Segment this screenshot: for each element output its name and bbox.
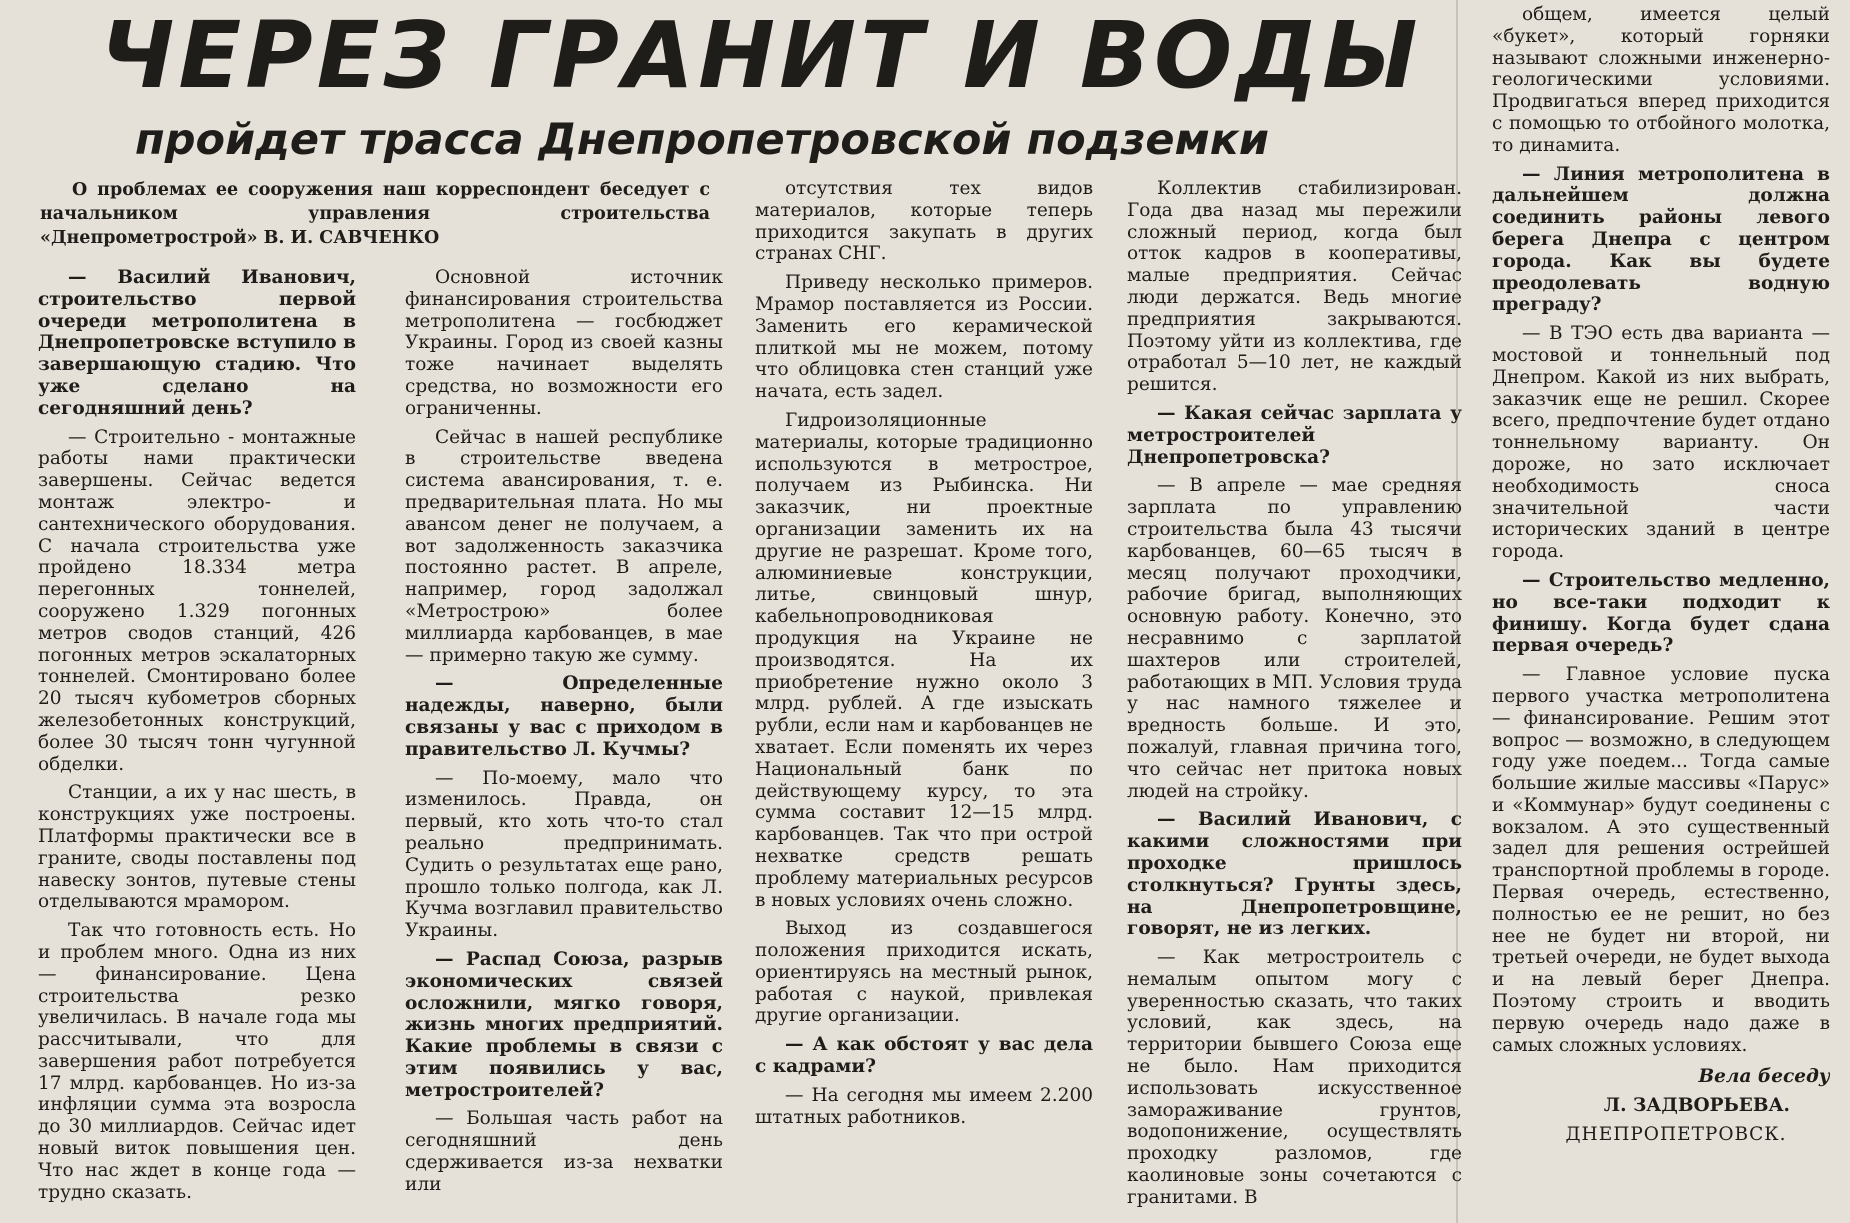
answer-paragraph: Так что готовность есть. Но и проблем много. Одна из них — финансирование. Цена строительства резко увеличилась. В начале года мы рассчитывали, что для завершения работ потребуется 17 млрд. карбованцев. Но из-за инфляции сумма эта возросла до 30 миллиардов. Сейчас идет новый виток повышения цен. Что нас ждет в конце года — трудно сказать.: [38, 920, 356, 1203]
answer-paragraph: — По-моему, мало что изменилось. Правда, он первый, кто хоть что-то стал реально предпринимать. Судить о результатах еще рано, прошло только полгода, как Л. Кучма возглавил правительство Украины.: [405, 767, 723, 942]
column-body: [1492, 4, 1830, 1056]
article-column-5: [1492, 4, 1830, 1211]
subheadline: пройдет трасса Днепропетровской подземки: [135, 115, 1270, 165]
question-paragraph: — Строительство медленно, но все-таки подходит к финишу. Когда будет сдана первая очередь?: [1492, 569, 1830, 657]
question-paragraph: — Василий Иванович, строительство первой очереди метрополитена в Днепропетровске вступило в завершающую стадию. Что уже сделано на сегодняшний день?: [38, 267, 356, 419]
signoff-author: Л. ЗАДВОРЬЕВА.: [1603, 1095, 1790, 1117]
answer-paragraph: Приведу несколько примеров. Мрамор поставляется из России. Заменить его керамической плиткой мы не можем, потому что облицовка стен станций уже начата, есть задел.: [755, 272, 1093, 403]
answer-paragraph: Сейчас в нашей республике в строительстве введена система авансирования, т. е. предварительная плата. Но мы авансом денег не получаем, а вот задолженность заказчика постоянно растет. В апреле, например, город задолжал «Метрострою» более миллиарда карбованцев, в мае — примерно такую же сумму.: [405, 426, 723, 666]
lead-paragraph: [40, 178, 710, 250]
question-paragraph: — А как обстоят у вас дела с кадрами?: [755, 1034, 1093, 1078]
answer-paragraph: Основной источник финансирования строительства метрополитена — госбюджет Украины. Город из своей казны тоже начинает выделять средства, но возможности его ограниченны.: [405, 267, 723, 419]
lead-text: О проблемах ее сооружения наш корреспондент беседует с начальником управления строительства «Днепрометрострой»: [40, 180, 710, 248]
answer-paragraph: — Строительно - монтажные работы нами практически завершены. Сейчас ведется монтаж электро- и сантехнического оборудования. С начала строительства уже пройдено 18.334 метра перегонных тоннелей, сооружено 1.329 погонных метров сводов станций, 426 погонных метров эскалаторных тоннелей. Смонтировано более 20 тысяч кубометров сборных железобетонных конструкций, более 30 тысяч тонн чугунной обделки.: [38, 426, 356, 775]
answer-paragraph: Выход из создавшегося положения приходится искать, ориентируясь на местный рынок, работая с наукой, привлекая другие организации.: [755, 918, 1093, 1027]
answer-paragraph: Коллектив стабилизирован. Года два назад мы пережили сложный период, когда был отток кадров в кооперативы, малые предприятия. Сейчас люди держатся. Ведь многие предприятия закрываются. Поэтому уйти из коллектива, где отработал 5—10 лет, не каждый решится.: [1127, 178, 1462, 396]
article-column-2: [405, 267, 723, 1211]
answer-paragraph: — В апреле — мае средняя зарплата по управлению строительства была 43 тысячи карбованцев, 60—65 тысяч в месяц получают проходчики, рабочие бригад, выполняющих основную работу. Конечно, это несравнимо с зарплатой шахтеров или строителей, работающих в МП. Условия труда у нас намного тяжелее и вредность больше. И это, пожалуй, главная причина того, что сейчас нет притока новых людей на стройку.: [1127, 475, 1462, 802]
answer-paragraph: Станции, а их у нас шесть, в конструкциях уже построены. Платформы практически все в граните, своды поставлены под навеску зонтов, путевые стены отделываются мрамором.: [38, 782, 356, 913]
question-paragraph: — Василий Иванович, с какими сложностями при проходке пришлось столкнуться? Грунты здесь, на Днепропетровщине, говорят, не из легких.: [1127, 809, 1462, 940]
signoff: [1492, 1066, 1830, 1145]
question-paragraph: — Определенные надежды, наверно, были связаны у вас с приходом в правительство Л. Кучмы?: [405, 673, 723, 760]
headline: ЧЕРЕЗ ГРАНИТ И ВОДЫ: [100, 2, 1422, 109]
answer-paragraph: общем, имеется целый «букет», который горняки называют сложными инженерно-геологическими условиями. Продвигаться вперед приходится с помощью то отбойного молотка, то динамита.: [1492, 4, 1830, 156]
answer-paragraph: — Как метростроитель с немалым опытом могу с уверенностью сказать, что таких условий, как здесь, на территории бывшего Союза еще не было. Нам приходится использовать искусственное замораживание грунтов, водопонижение, осуществлять проходку разломов, где каолиновые зоны сочетаются с гранитами. В: [1127, 947, 1462, 1208]
question-paragraph: — Какая сейчас зарплата у метростроителей Днепропетровска?: [1127, 402, 1462, 468]
article-column-3: [755, 178, 1093, 1211]
answer-paragraph: отсутствия тех видов материалов, которые теперь приходится закупать в других странах СНГ.: [755, 178, 1093, 265]
answer-paragraph: — На сегодня мы имеем 2.200 штатных работников.: [755, 1084, 1093, 1128]
article-column-1: [38, 267, 356, 1211]
answer-paragraph: Гидроизоляционные материалы, которые традиционно используются в метрострое, получаем из Рыбинска. Ни заказчик, ни проектные организации заменить их на другие не разрешат. Кроме того, алюминиевые конструкции, литье, свинцовый шнур, кабельнопроводниковая продукция на Украине не производятся. На их приобретение нужно около 3 млрд. рублей. А где изыскать рубли, если нам и карбованцев не хватает. Если поменять их через Национальный банк по действующему курсу, то эта сумма составит 12—15 млрд. карбованцев. Так что при острой нехватке средств решать проблему материальных ресурсов в новых условиях очень сложно.: [755, 409, 1093, 911]
lead-interviewee: В. И. САВЧЕНКО: [263, 228, 440, 248]
answer-paragraph: — Главное условие пуска первого участка метрополитена — финансирование. Решим этот вопрос — возможно, в следующем году уже поедем... Тогда самые большие жилые массивы «Парус» и «Коммунар» будут соединены с вокзалом. А это существенный задел для решения острейшей транспортной проблемы в городе. Первая очередь, естественно, полностью ее не решит, но без нее не будет ни второй, ни третьей очереди, не будет выхода и на левый берег Днепра. Поэтому строить и вводить первую очередь надо даже в самых сложных условиях.: [1492, 664, 1830, 1056]
signoff-label: Вела беседу: [1698, 1066, 1830, 1088]
article-column-4: [1127, 178, 1462, 1211]
answer-paragraph: — Большая часть работ на сегодняшний день сдерживается из-за нехватки или: [405, 1108, 723, 1195]
question-paragraph: — Линия метрополитена в дальнейшем должна соединить районы левого берега Днепра с центром города. Как вы будете преодолевать водную преграду?: [1492, 163, 1830, 316]
signoff-city: ДНЕПРОПЕТРОВСК.: [1565, 1124, 1787, 1146]
question-paragraph: — Распад Союза, разрыв экономических связей осложнили, мягко говоря, жизнь многих предприятий. Какие проблемы в связи с этим появились у вас, метростроителей?: [405, 948, 723, 1101]
answer-paragraph: — В ТЭО есть два варианта — мостовой и тоннельный под Днепром. Какой из них выбрать, заказчик еще не решил. Скорее всего, предпочтение будет отдано тоннельному варианту. Он дороже, но зато исключает необходимость сноса значительной части исторических зданий в центре города.: [1492, 323, 1830, 563]
